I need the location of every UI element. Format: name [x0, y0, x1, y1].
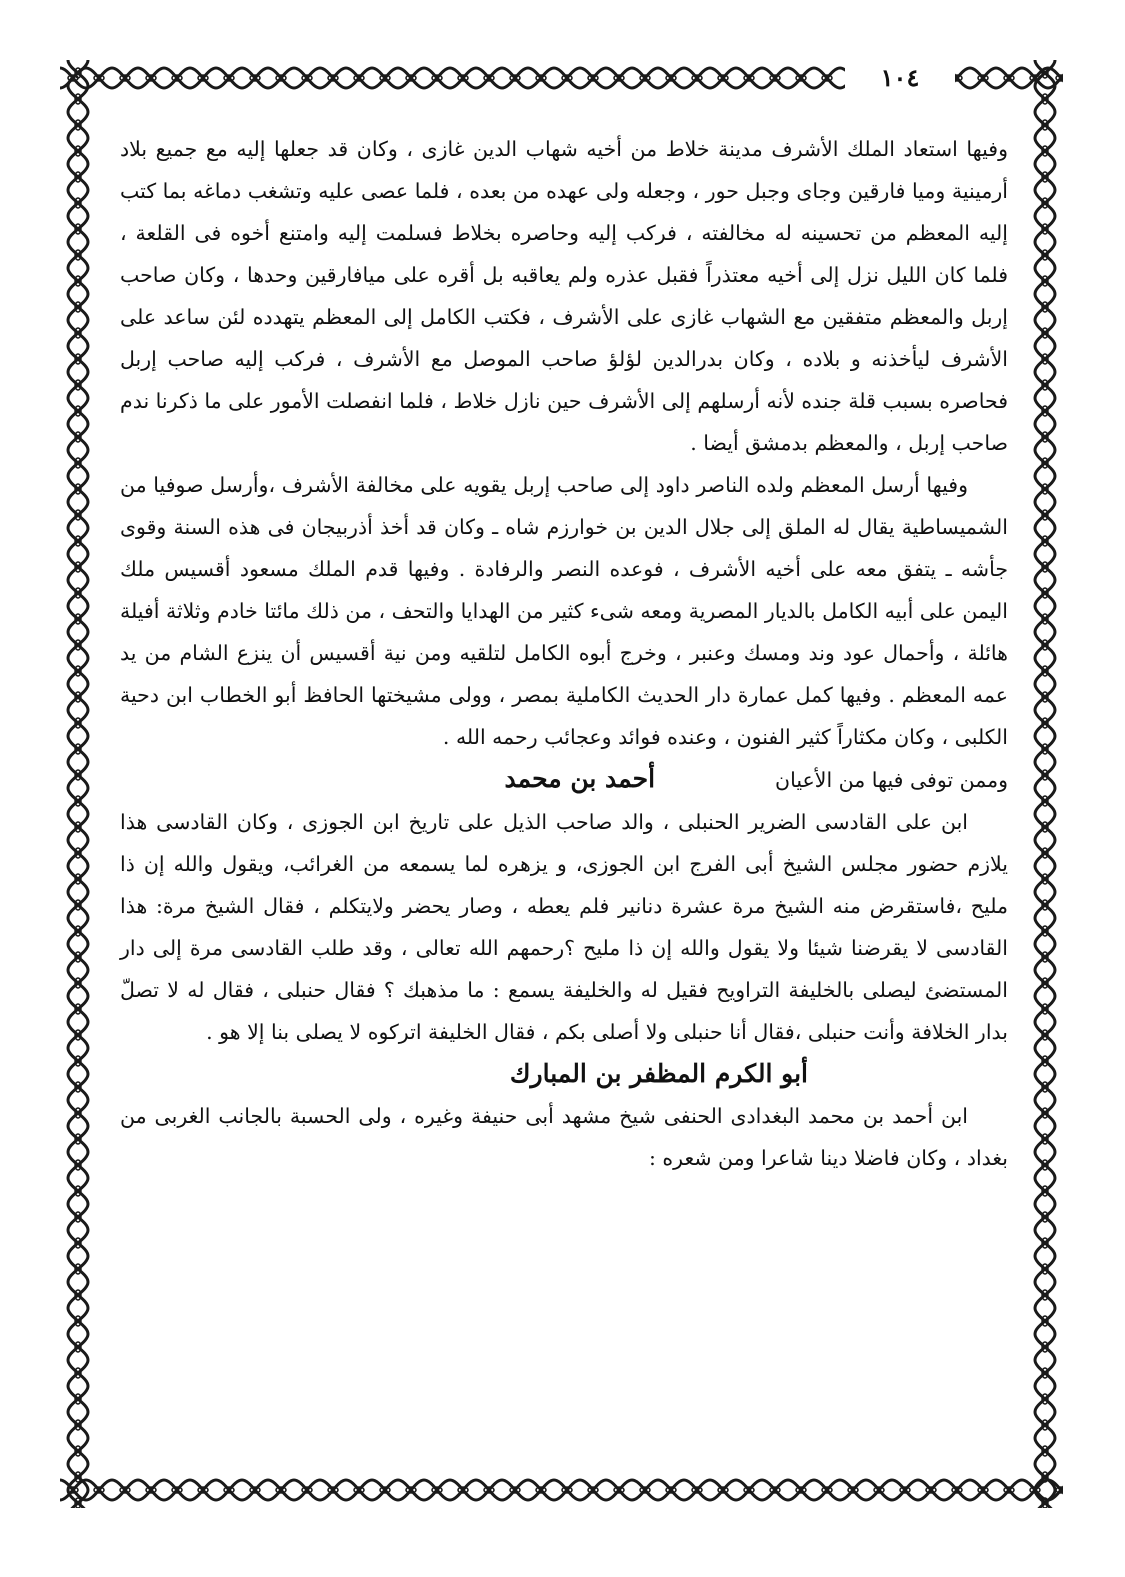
- page-number: ١٠٤: [880, 62, 920, 92]
- page-number-container: [845, 62, 955, 92]
- ornamental-border-bottom: [60, 1472, 1063, 1508]
- ornamental-border-left: [60, 60, 96, 1508]
- obituary-heading-row-2: [120, 1053, 1008, 1095]
- obituary-name-abul-karam: أبو الكرم المظفر بن المبارك: [509, 1059, 808, 1088]
- paragraph-qadisi: ابن على القادسى الضرير الحنبلى ، والد صاحب الذيل على تاريخ ابن الجوزى ، وكان القادسى هذا يلازم حضور مجلس الشيخ أبى الفرج ابن الجوزى، و يزهره لما يسمعه من الغرائب، ويقول والله إن ذا مليح ،فاستقرض منه الشيخ مرة عشرة دنانير فلم يعطه ، وصار يحضر ولايتكلم ، فقال الشيخ مرة: هذا القادسى لا يقرضنا شيئا ولا يقول والله إن ذا مليح ؟رحمهم الله تعالى ، وقد طلب القادسى مرة إلى دار المستضئ ليصلى بالخليفة التراويح فقيل له والخليفة يسمع : ما مذهبك ؟ فقال حنبلى ، فقال له لا تصلّ بدار الخلافة وأنت حنبلى ،فقال أنا حنبلى ولا أصلى بكم ، فقال الخليفة اتركوه لا يصلى بنا إلا هو .: [120, 810, 1008, 1044]
- paragraph-khilat: وفيها استعاد الملك الأشرف مدينة خلاط من أخيه شهاب الدين غازى ، وكان قد جعلها إليه مع جميع بلاد أرمينية وميا فارقين وجاى وجبل حور ، وجعله ولى عهده من بعده ، فلما عصى عليه وتشغب دماغه بما كتب إليه المعظم من تحسينه له مخالفته ، فركب إليه وحاصره بخلاط فسلمت إليه وامتنع أخوه فى القلعة ، فلما كان الليل نزل إلى أخيه معتذراً فقبل عذره ولم يعاقبه بل أقره على ميافارقين وحدها ، وكان صاحب إربل والمعظم متفقين مع الشهاب غازى على الأشرف ، فكتب الكامل إلى المعظم يتهدده لئن ساعد على الأشرف ليأخذنه و بلاده ، وكان بدرالدين لؤلؤ صاحب الموصل مع الأشرف ، فركب إليه صاحب إربل فحاصره بسبب قلة جنده لأنه أرسلهم إلى الأشرف حين نازل خلاط ، فلما انفصلت الأمور على ما ذكرنا ندم صاحب إربل ، والمعظم بدمشق أيضا .: [120, 137, 1008, 455]
- paragraph-nasir-dawud: وفيها أرسل المعظم ولده الناصر داود إلى صاحب إربل يقويه على مخالفة الأشرف ،وأرسل صوفيا من الشميساطية يقال له الملق إلى جلال الدين بن خوارزم شاه ـ وكان قد أخذ أذربيجان فى هذه السنة وقوى جأشه ـ يتفق معه على أخيه الأشرف ، فوعده النصر والرفادة . وفيها قدم الملك مسعود أقسيس ملك اليمن على أبيه الكامل بالديار المصرية ومعه شىء كثير من الهدايا والتحف ، من ذلك مائتا خادم وثلاثة أفيلة هائلة ، وأحمال عود وند ومسك وعنبر ، وخرج أبوه الكامل لتلقيه ومن نية أقسيس أن ينزع الشام من يد عمه المعظم . وفيها كمل عمارة دار الحديث الكاملية بمصر ، وولى مشيختها الحافظ أبو الخطاب ابن دحية الكلبى ، وكان مكثاراً كثير الفنون ، وعنده فوائد وعجائب رحمه الله .: [120, 473, 1008, 749]
- obituary-intro: وممن توفى فيها من الأعيان: [775, 768, 1008, 792]
- obituary-name-ahmad: أحمد بن محمد: [504, 764, 656, 793]
- paragraph-abul-karam: ابن أحمد بن محمد البغدادى الحنفى شيخ مشهد أبى حنيفة وغيره ، ولى الحسبة بالجانب الغربى من بغداد ، وكان فاضلا دينا شاعرا ومن شعره :: [120, 1104, 1008, 1170]
- page-body: [120, 128, 1008, 1179]
- ornamental-border-right: [1027, 60, 1063, 1508]
- obituary-heading-row: [120, 758, 1008, 801]
